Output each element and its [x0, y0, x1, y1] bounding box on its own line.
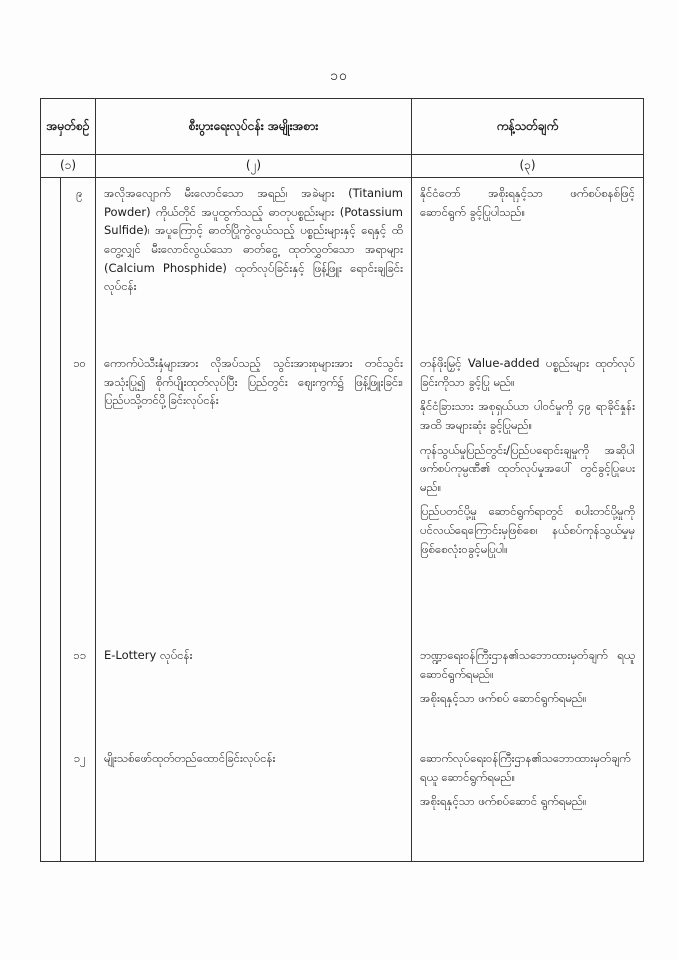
- header-restriction: ကန့်သတ်ချက်: [412, 99, 644, 155]
- restriction-note: ဘဏ္ဍာရေးဝန်ကြီးဌာန၏သဘောထားမှတ်ချက် ရယူ ဆောင်ရွက်ရမည်။: [420, 648, 635, 681]
- restriction-note: အစိုးရနှင့်သာ ဖက်စပ်ဆောင် ရွက်ရမည်။: [420, 794, 587, 809]
- restriction-note: ဆောက်လုပ်ရေးဝန်ကြီးဌာန၏သဘောထားမှတ်ချက်ရယူ ဆောင်ရွက်ရမည်။: [420, 751, 631, 784]
- business-cell: [96, 348, 412, 640]
- table-header-row: [41, 99, 644, 155]
- serial-number: ၉: [76, 186, 83, 200]
- column-number-2: (၂): [96, 155, 412, 178]
- serial-cell: [41, 348, 96, 640]
- business-cell: [96, 743, 412, 862]
- restriction-cell: [412, 743, 644, 862]
- serial-number: ၁၁: [73, 648, 86, 662]
- business-description: E-Lottery လုပ်ငန်း: [104, 648, 193, 662]
- business-description: မျိုးသစ်ဖော်ထုတ်တည်ထောင်ခြင်းလုပ်ငန်း: [104, 751, 276, 765]
- table-row: [41, 640, 644, 743]
- business-cell: [96, 640, 412, 743]
- restriction-note: ပြည်ပတင်ပို့မှု ဆောင်ရွက်ရာတွင် စပါးတင်ပို့မှုကို ပင်လယ်ရေကြောင်းမှဖြစ်စေ၊ နယ်စပ်ကုန်သွယ်မှုမှ ဖြစ်စေလုံးဝခွင့်မပြုပါ။: [420, 504, 635, 556]
- restriction-note: နိုင်ငံတော် အစိုးရနှင့်သာ ဖက်စပ်စနစ်ဖြင့် ဆောင်ရွက် ခွင့်ပြုပါသည်။: [420, 186, 635, 219]
- serial-number: ၁၀: [73, 356, 86, 370]
- business-restrictions-table: [40, 98, 644, 862]
- restriction-note: အစိုးရနှင့်သာ ဖက်စပ် ဆောင်ရွက်ရမည်။: [420, 691, 587, 706]
- header-business-type: စီးပွားရေးလုပ်ငန်း အမျိုးအစား: [96, 99, 412, 155]
- serial-cell: [41, 640, 96, 743]
- table-row: [41, 743, 644, 862]
- business-cell: [96, 178, 412, 349]
- business-description: ကောက်ပဲသီးနှံများအား လိုအပ်သည့် သွင်းအားစုများအား တင်သွင်းအသုံးပြု၍ စိုက်ပျိုးထုတ်လုပ်ပြီး ပြည်တွင်း ဈေးကွက်၌ ဖြန့်ဖြူးခြင်း၊ ပြည်ပသို့တင်ပို့ခြင်းလုပ်ငန်း: [104, 356, 403, 408]
- table-row: [41, 178, 644, 349]
- column-number-1: (၁): [41, 155, 96, 178]
- restriction-note: တန်ဖိုးမြှင့် Value-added ပစ္စည်းများ ထုတ်လုပ်ခြင်းကိုသာ ခွင့်ပြု မည်။: [420, 356, 635, 389]
- restriction-note: ကုန်သွယ်မှုပြည်တွင်း/ပြည်ပရောင်းချမှုကို အဆိုပါ ဖက်စပ်ကုမ္ပဏီ၏ ထုတ်လုပ်မှုအပေါ် တွင်ခွင့်ပြုပေးမည်။: [420, 442, 635, 494]
- table-row: [41, 348, 644, 640]
- serial-cell: [41, 743, 96, 862]
- restriction-cell: [412, 178, 644, 349]
- business-description: အလိုအလျောက် မီးလောင်သော အရည်၊ အခဲများ (Titanium Powder) ကိုယ်တိုင် အပူထွက်သည့် ဓာတုပစ္စည်းများ (Potassium Sulfide)၊ အပူကြောင့် ဓာတ်ပြိုကွဲလွယ်သည့် ပစ္စည်းများနှင့် ရေနှင့် ထိတွေ့လျှင် မီးလောင်လွယ်သော ဓာတ်ငွေ့ ထုတ်လွှတ်သော အရာများ (Calcium Phosphide) ထုတ်လုပ်ခြင်းနှင့် ဖြန့်ဖြူး ရောင်းချခြင်းလုပ်ငန်း: [104, 186, 403, 294]
- serial-number: ၁၂: [73, 751, 86, 765]
- page-number: ၁၀: [330, 68, 348, 84]
- restriction-cell: [412, 640, 644, 743]
- restriction-note: နိုင်ငံခြားသား အစုရှယ်ယာ ပါဝင်မှုကို ၄၉ ရာခိုင်နှုန်း အထိ အများဆုံး ခွင့်ပြုမည်။: [420, 399, 635, 432]
- column-number-3: (၃): [412, 155, 644, 178]
- serial-cell: [41, 178, 96, 349]
- header-serial-number: အမှတ်စဉ်: [41, 99, 96, 155]
- column-number-row: [41, 155, 644, 178]
- restriction-cell: [412, 348, 644, 640]
